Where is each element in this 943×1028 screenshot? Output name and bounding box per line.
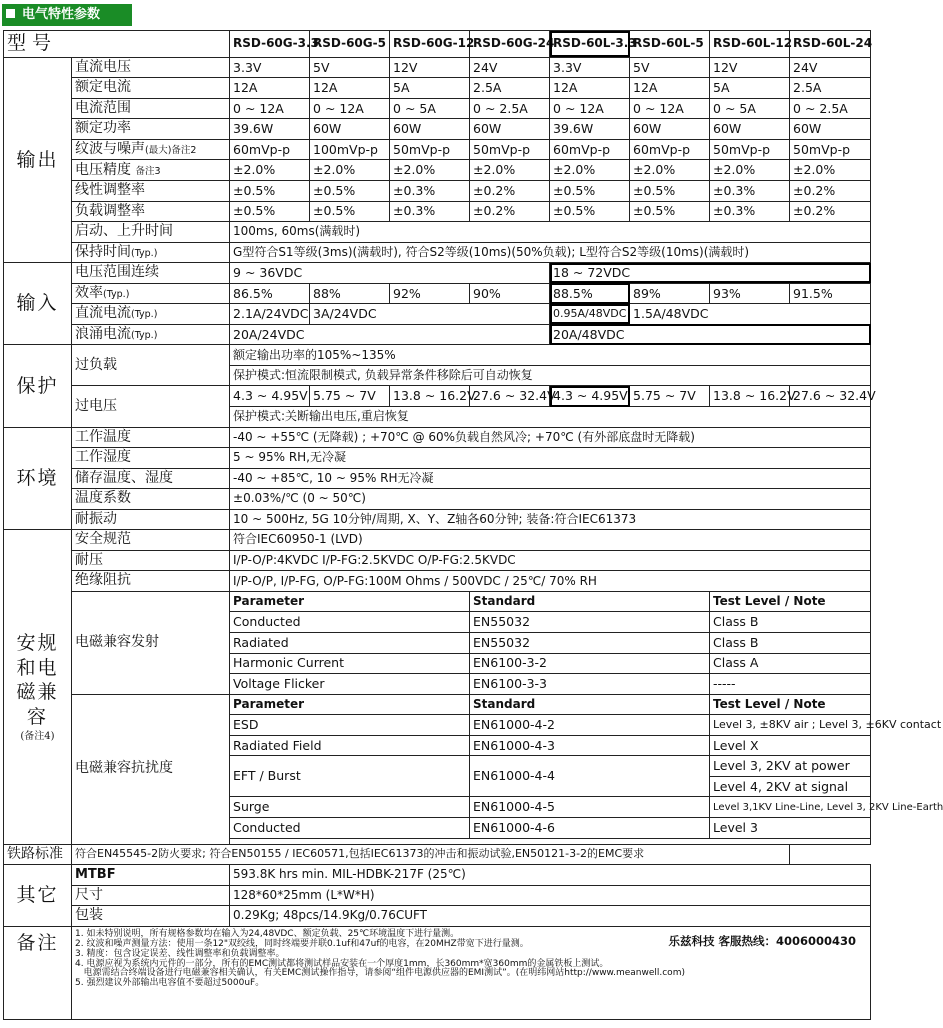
emc-cell: EN6100-3-2 <box>470 653 710 674</box>
param-label: 储存温度、湿度 <box>72 468 230 489</box>
emc-cell: EN61000-4-4 <box>470 756 710 797</box>
value-cell: 60mVp-p <box>630 139 710 160</box>
output-row <box>4 119 871 140</box>
output-row <box>4 78 871 99</box>
param-label: 耐振动 <box>72 509 230 530</box>
output-row <box>4 139 871 160</box>
protection-row <box>4 386 871 407</box>
value-cell: 12V <box>710 57 790 78</box>
value-cell: 5V <box>310 57 390 78</box>
param-label: 电磁兼容抗扰度 <box>72 694 230 844</box>
value-cell: 保护模式:关断输出电压,重启恢复 <box>230 407 871 428</box>
emc-cell: EFT / Burst <box>230 756 470 797</box>
emc-cell: ESD <box>230 715 470 736</box>
protection-label: 保护 <box>4 345 72 427</box>
value-cell: -40 ~ +85℃, 10 ~ 95% RH无冷凝 <box>230 468 871 489</box>
value-cell: 88.5% <box>550 283 630 304</box>
emc-cell: Voltage Flicker <box>230 674 470 695</box>
param-text: 直流电流 <box>75 305 131 322</box>
value-cell: 60W <box>470 119 550 140</box>
safety-label-text: 安规和电磁兼容 <box>16 632 59 729</box>
safety-label-note: (备注4) <box>20 730 55 742</box>
value-cell: 符合EN45545-2防火要求; 符合EN50155 / IEC60571,包括IEC61373的冲击和振动试验,EN50121-3-2的EMC要求 <box>72 844 790 865</box>
output-row <box>4 57 871 78</box>
output-row <box>4 201 871 222</box>
value-cell: I/P-O/P, I/P-FG, O/P-FG:100M Ohms / 500VDC / 25℃/ 70% RH <box>230 571 871 592</box>
output-row <box>4 222 871 243</box>
safety-row <box>4 530 871 551</box>
value-cell: ±0.5% <box>630 201 710 222</box>
param-sub: (Typ.) <box>103 288 130 300</box>
param-label: 额定电流 <box>72 78 230 99</box>
input-row <box>4 263 871 284</box>
emc-cell: EN6100-3-3 <box>470 674 710 695</box>
value-cell: 3.3V <box>230 57 310 78</box>
value-cell: 100mVp-p <box>310 139 390 160</box>
value-cell: 60W <box>710 119 790 140</box>
note-line: 5. 强烈建议外部输出电容值不要超过5000uF。 <box>75 978 265 989</box>
param-label: 直流电压 <box>72 57 230 78</box>
output-row <box>4 98 871 119</box>
value-cell: 4.3 ~ 4.95V <box>550 386 630 407</box>
value-cell: 12A <box>310 78 390 99</box>
model-l5: RSD-60L-5 <box>630 31 710 58</box>
value-cell: ±0.03%/℃ (0 ~ 50℃) <box>230 489 871 510</box>
model-l12: RSD-60L-12 <box>710 31 790 58</box>
value-cell: 13.8 ~ 16.2V <box>390 386 470 407</box>
value-cell: ±0.2% <box>790 181 871 202</box>
value-cell: 12A <box>550 78 630 99</box>
param-label: MTBF <box>72 865 230 886</box>
param-label: 绝缘阻抗 <box>72 571 230 592</box>
emc-cell: EN61000-4-5 <box>470 797 710 818</box>
emission-header-row <box>4 591 871 612</box>
spec-table <box>3 30 943 1020</box>
value-cell: 89% <box>630 283 710 304</box>
param-label: 温度系数 <box>72 489 230 510</box>
value-cell: 12V <box>390 57 470 78</box>
emc-cell: Level 4, 2KV at signal <box>710 776 871 797</box>
param-label: 耐压 <box>72 550 230 571</box>
param-label <box>72 324 230 345</box>
value-cell: 50mVp-p <box>790 139 871 160</box>
value-cell: 60mVp-p <box>230 139 310 160</box>
safety-label <box>4 530 72 844</box>
emc-cell: Level 3,1KV Line-Line, Level 3, 2KV Line-Earth <box>710 797 871 818</box>
value-cell: 9 ~ 36VDC <box>230 263 550 284</box>
param-label: 电磁兼容发射 <box>72 591 230 694</box>
value-cell: 5.75 ~ 7V <box>630 386 710 407</box>
emc-header: Standard <box>470 694 710 715</box>
output-row <box>4 242 871 263</box>
emc-header: Test Level / Note <box>710 591 871 612</box>
emc-cell: Harmonic Current <box>230 653 470 674</box>
value-cell: 0 ~ 12A <box>230 98 310 119</box>
value-cell: 0 ~ 2.5A <box>470 98 550 119</box>
value-cell: 5.75 ~ 7V <box>310 386 390 407</box>
value-cell: 50mVp-p <box>710 139 790 160</box>
value-cell: ±0.5% <box>630 181 710 202</box>
emc-cell: Class B <box>710 612 871 633</box>
param-text: 电压精度 <box>75 161 131 178</box>
value-cell: 100ms, 60ms(满载时) <box>230 222 871 243</box>
emc-header: Test Level / Note <box>710 694 871 715</box>
value-cell: 5A <box>390 78 470 99</box>
emc-cell: Class B <box>710 633 871 654</box>
value-cell: 50mVp-p <box>470 139 550 160</box>
protection-row <box>4 345 871 366</box>
value-cell: ±0.5% <box>230 201 310 222</box>
environment-row <box>4 468 871 489</box>
emc-cell: Level X <box>710 735 871 756</box>
value-cell: 24V <box>790 57 871 78</box>
param-label: 电压范围连续 <box>72 263 230 284</box>
param-sub: (Typ.) <box>131 247 158 259</box>
safety-row <box>4 550 871 571</box>
model-l33: RSD-60L-3.3 <box>550 31 630 58</box>
value-cell: 39.6W <box>230 119 310 140</box>
note-line: 电源需结合终端设备进行电磁兼容相关确认，有关EMC测试操作指导，请参阅“组件电源供应器的EMI测试”。(在明纬网站http://www.meanwell.com) <box>75 968 685 979</box>
emc-cell: Conducted <box>230 817 470 838</box>
value-cell: 12A <box>630 78 710 99</box>
emc-cell: EN61000-4-2 <box>470 715 710 736</box>
model-l24: RSD-60L-24 <box>790 31 871 58</box>
input-row <box>4 283 871 304</box>
value-cell: 2.5A <box>790 78 871 99</box>
param-label: 过电压 <box>72 386 230 427</box>
value-cell: 593.8K hrs min. MIL-HDBK-217F (25℃) <box>230 865 871 886</box>
value-cell: 90% <box>470 283 550 304</box>
value-cell: ±0.5% <box>230 181 310 202</box>
value-cell: ±0.5% <box>310 181 390 202</box>
value-cell: 5A <box>710 78 790 99</box>
value-cell: 20A/24VDC <box>230 324 550 345</box>
safety-row <box>4 571 871 592</box>
note-line: 1. 如未特别说明，所有规格参数均在输入为24,48VDC、额定负载、25℃环境温度下进行量测。 <box>75 928 460 939</box>
param-text: 纹波与噪声 <box>75 140 145 157</box>
param-label <box>72 283 230 304</box>
value-cell: 3A/24VDC <box>310 304 550 325</box>
value-cell: I/P-O/P:4KVDC I/P-FG:2.5KVDC O/P-FG:2.5KVDC <box>230 550 871 571</box>
value-cell: 60W <box>310 119 390 140</box>
notes-cell <box>72 926 871 1019</box>
value-cell: 128*60*25mm (L*W*H) <box>230 885 871 906</box>
value-cell: ±0.2% <box>470 201 550 222</box>
value-cell: ±2.0% <box>230 160 310 181</box>
param-sub: (Typ.) <box>131 309 158 321</box>
param-sub: (最大)备注2 <box>145 144 197 156</box>
others-row <box>4 865 871 886</box>
emc-cell: EN61000-4-3 <box>470 735 710 756</box>
others-label: 其它 <box>4 865 72 927</box>
param-text: 浪涌电流 <box>75 325 131 342</box>
notes-row <box>4 926 871 1019</box>
param-label: 启动、上升时间 <box>72 222 230 243</box>
value-cell: 27.6 ~ 32.4V <box>790 386 871 407</box>
value-cell: 0 ~ 12A <box>550 98 630 119</box>
note-line: 4. 电源应视为系统内元件的一部分，所有的EMC测试都将测试样品安装在一个厚度1mm，长360mm*宽360mm的金属铁板上测试。 <box>75 958 609 969</box>
param-label: 负载调整率 <box>72 201 230 222</box>
value-cell: 88% <box>310 283 390 304</box>
value-cell: 0 ~ 12A <box>630 98 710 119</box>
environment-row <box>4 509 871 530</box>
value-cell: ±2.0% <box>470 160 550 181</box>
value-cell: ±0.5% <box>310 201 390 222</box>
model-g24: RSD-60G-24 <box>470 31 550 58</box>
emc-cell: Surge <box>230 797 470 818</box>
square-icon <box>6 9 15 18</box>
param-label: 工作温度 <box>72 427 230 448</box>
value-cell: 60W <box>790 119 871 140</box>
param-label: 额定功率 <box>72 119 230 140</box>
value-cell: ±0.3% <box>710 201 790 222</box>
value-cell: 5 ~ 95% RH,无冷凝 <box>230 448 871 469</box>
param-label: 铁路标准 <box>4 844 72 865</box>
model-g12: RSD-60G-12 <box>390 31 470 58</box>
param-label: 安全规范 <box>72 530 230 551</box>
value-cell: ±0.3% <box>710 181 790 202</box>
environment-label: 环境 <box>4 427 72 530</box>
input-row <box>4 324 871 345</box>
section-title: 电气特性参数 <box>22 7 101 22</box>
value-cell: 10 ~ 500Hz, 5G 10分钟/周期, X、Y、Z轴各60分钟; 装备:符合IEC61373 <box>230 509 871 530</box>
param-label <box>72 242 230 263</box>
note-line: 3. 精度：包含设定误差、线性调整率和负载调整率。 <box>75 948 285 959</box>
value-cell: 12A <box>230 78 310 99</box>
value-cell: ±0.3% <box>390 201 470 222</box>
value-cell: 93% <box>710 283 790 304</box>
value-cell: ±2.0% <box>550 160 630 181</box>
value-cell: 0 ~ 2.5A <box>790 98 871 119</box>
safety-row <box>4 844 871 865</box>
param-label: 过负载 <box>72 345 230 386</box>
environment-row <box>4 489 871 510</box>
input-label: 输入 <box>4 263 72 345</box>
value-cell: ±2.0% <box>790 160 871 181</box>
model-g33: RSD-60G-3.3 <box>230 31 310 58</box>
value-cell: 60W <box>390 119 470 140</box>
value-cell: ±2.0% <box>710 160 790 181</box>
emc-cell: EN55032 <box>470 633 710 654</box>
param-label: 线性调整率 <box>72 181 230 202</box>
value-cell: 0.29Kg; 48pcs/14.9Kg/0.76CUFT <box>230 906 871 927</box>
value-cell: 24V <box>470 57 550 78</box>
emc-header: Parameter <box>230 591 470 612</box>
emc-cell: EN61000-4-6 <box>470 817 710 838</box>
environment-row <box>4 448 871 469</box>
value-cell: 39.6W <box>550 119 630 140</box>
value-cell: 4.3 ~ 4.95V <box>230 386 310 407</box>
param-text: 保持时间 <box>75 243 131 260</box>
value-cell: 0 ~ 5A <box>390 98 470 119</box>
value-cell: ±0.5% <box>550 181 630 202</box>
value-cell: -40 ~ +55℃ (无降载) ; +70℃ @ 60%负载自然风冷; +70℃ (有外部底盘时无降载) <box>230 427 871 448</box>
value-cell: 2.1A/24VDC <box>230 304 310 325</box>
param-label: 工作湿度 <box>72 448 230 469</box>
service-hotline: 乐兹科技 客服热线：4006000430 <box>668 933 857 948</box>
value-cell: 20A/48VDC <box>550 324 871 345</box>
output-row <box>4 160 871 181</box>
emc-cell: Level 3, 2KV at power <box>710 756 871 777</box>
model-row <box>4 31 871 58</box>
value-cell: 18 ~ 72VDC <box>550 263 871 284</box>
value-cell: ±2.0% <box>630 160 710 181</box>
notes-label: 备注 <box>4 926 72 1019</box>
output-row <box>4 181 871 202</box>
output-label: 输出 <box>4 57 72 262</box>
param-label: 尺寸 <box>72 885 230 906</box>
value-cell: 2.5A <box>470 78 550 99</box>
emc-cell: Class A <box>710 653 871 674</box>
value-cell: 86.5% <box>230 283 310 304</box>
value-cell: 1.5A/48VDC <box>630 304 871 325</box>
emc-header: Standard <box>470 591 710 612</box>
value-cell: 27.6 ~ 32.4V <box>470 386 550 407</box>
value-cell: 3.3V <box>550 57 630 78</box>
emc-cell: Level 3, ±8KV air ; Level 3, ±6KV contact <box>710 715 871 736</box>
value-cell: 13.8 ~ 16.2V <box>710 386 790 407</box>
param-text: 效率 <box>75 284 103 301</box>
value-cell: 符合IEC60950-1 (LVD) <box>230 530 871 551</box>
emc-cell: EN55032 <box>470 612 710 633</box>
value-cell: 91.5% <box>790 283 871 304</box>
value-cell: 额定输出功率的105%~135% <box>230 345 871 366</box>
immunity-header-row <box>4 694 871 715</box>
value-cell: 92% <box>390 283 470 304</box>
emc-cell: Conducted <box>230 612 470 633</box>
param-label: 电流范围 <box>72 98 230 119</box>
value-cell: ±0.3% <box>390 181 470 202</box>
param-label <box>72 139 230 160</box>
param-sub: (Typ.) <box>131 329 158 341</box>
section-header <box>2 4 132 26</box>
value-cell: 50mVp-p <box>390 139 470 160</box>
value-cell: ±2.0% <box>390 160 470 181</box>
others-row <box>4 906 871 927</box>
value-cell: 5V <box>630 57 710 78</box>
input-row <box>4 304 871 325</box>
value-cell: ±0.2% <box>470 181 550 202</box>
value-cell: ±2.0% <box>310 160 390 181</box>
note-line: 2. 纹波和噪声测量方法：使用一条12"双绞线，同时终端要并联0.1uf和47uf的电容，在20MHZ带宽下进行量测。 <box>75 938 529 949</box>
model-g5: RSD-60G-5 <box>310 31 390 58</box>
value-cell: 60mVp-p <box>550 139 630 160</box>
param-label <box>72 160 230 181</box>
value-cell: 0 ~ 5A <box>710 98 790 119</box>
param-label <box>72 304 230 325</box>
value-cell: 保护模式:恒流限制模式, 负载异常条件移除后可自动恢复 <box>230 365 871 386</box>
value-cell: 60W <box>630 119 710 140</box>
value-cell: ±0.5% <box>550 201 630 222</box>
value-cell: 0 ~ 12A <box>310 98 390 119</box>
param-label: 包装 <box>72 906 230 927</box>
emc-cell: ----- <box>710 674 871 695</box>
value-cell: G型符合S1等级(3ms)(满载时), 符合S2等级(10ms)(50%负载); L型符合S2等级(10ms)(满载时) <box>230 242 871 263</box>
emc-cell: Level 3 <box>710 817 871 838</box>
environment-row <box>4 427 871 448</box>
param-sub: 备注3 <box>135 165 161 177</box>
value-cell: ±0.2% <box>790 201 871 222</box>
emc-cell: Radiated <box>230 633 470 654</box>
emc-header: Parameter <box>230 694 470 715</box>
others-row <box>4 885 871 906</box>
value-cell: 0.95A/48VDC <box>550 304 630 325</box>
model-label: 型号 <box>4 31 230 58</box>
emc-cell: Radiated Field <box>230 735 470 756</box>
